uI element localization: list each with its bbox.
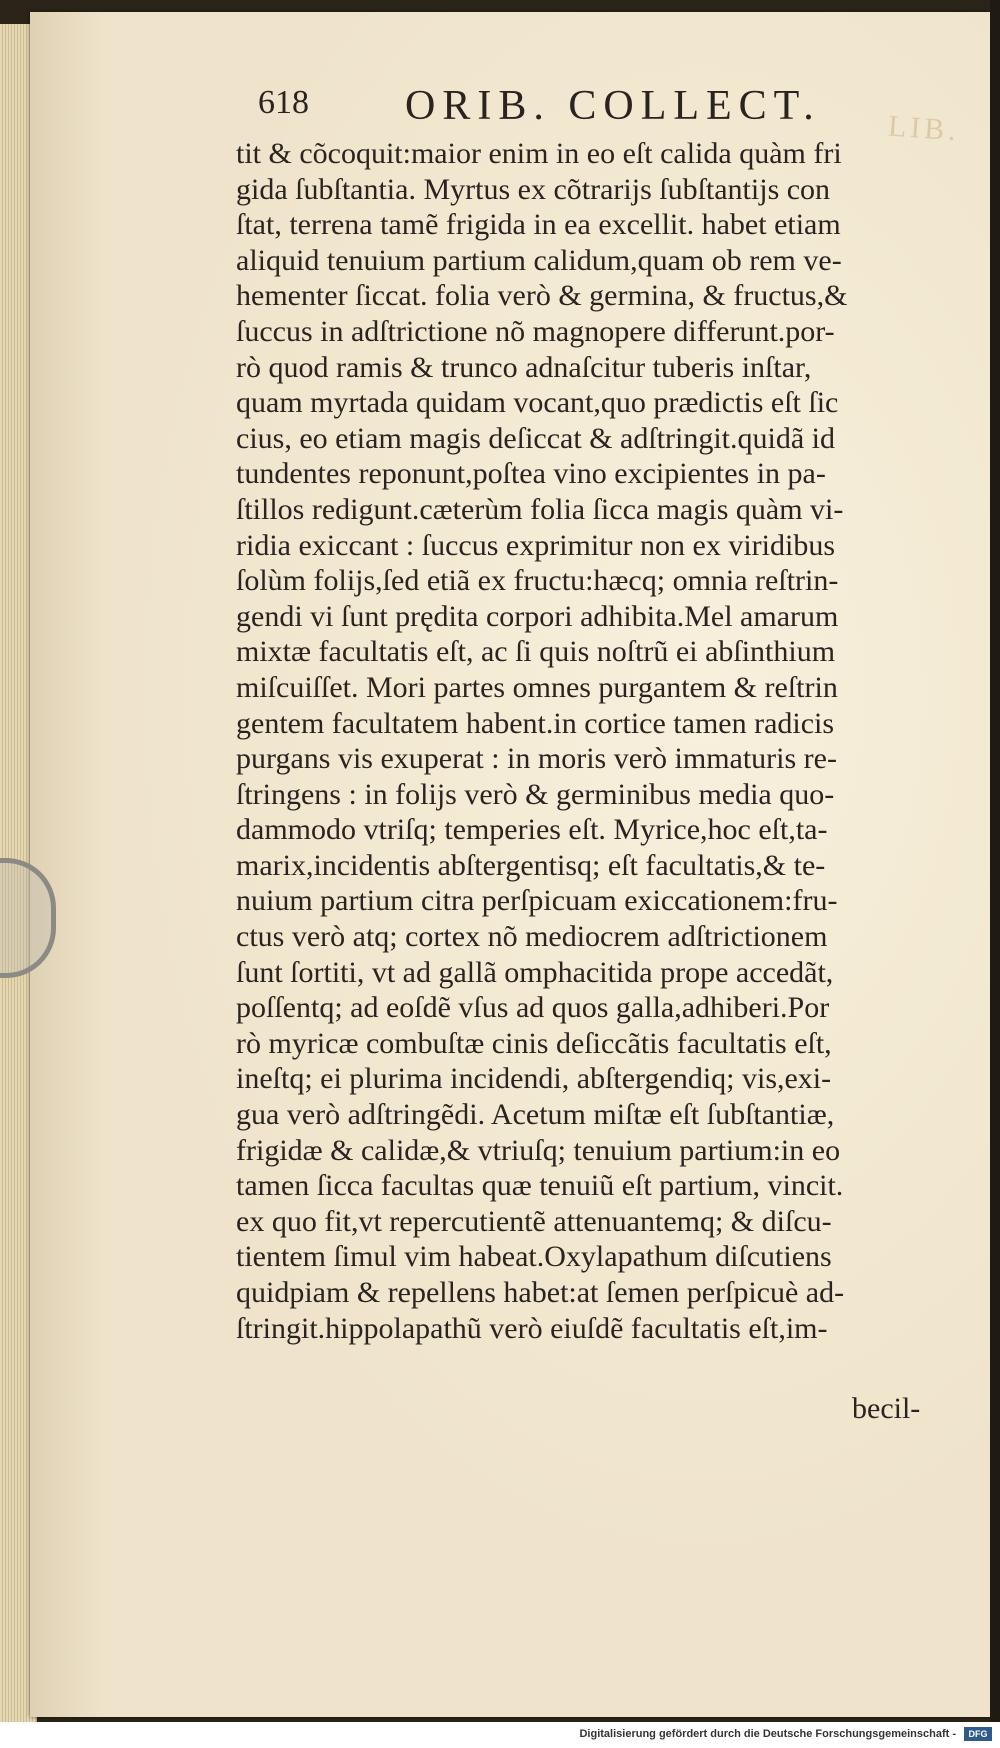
text-line: ſtat, terrena tamẽ frigida in ea excellit. habet etiam <box>236 208 841 242</box>
bleed-through-text: LIB. <box>886 109 961 148</box>
text-line: rò myricæ combuſtæ cinis deſiccãtis facultatis eſt, <box>236 1026 832 1060</box>
text-line: ſtringit.hippolapathũ verò eiuſdẽ facultatis eſt,im- <box>236 1311 828 1345</box>
body-text <box>236 136 956 1346</box>
running-head: ORIB. COLLECT. <box>405 83 821 129</box>
text-line: ineſtq; ei plurima incidendi, abſtergendiq; vis,exi- <box>236 1062 832 1096</box>
text-line: mixtæ facultatis eſt, ac ſi quis noſtrũ ei abſinthium <box>236 635 836 669</box>
text-line: tit & cõcoquit:maior enim in eo eſt calida quàm fri <box>236 137 842 170</box>
catchword: becil- <box>852 1392 921 1425</box>
text-line: ſunt ſortiti, vt ad gallã omphacitida prope accedãt, <box>236 955 834 989</box>
text-line: ctus verò atq; cortex nõ mediocrem adſtrictionem <box>236 920 828 954</box>
text-line: ridia exiccant : ſuccus exprimitur non ex viridibus <box>236 528 836 562</box>
text-line: gendi vi ſunt prędita corpori adhibita.Mel amarum <box>236 599 839 633</box>
text-line: rò quod ramis & trunco adnaſcitur tuberis inſtar, <box>236 350 812 384</box>
text-line: tundentes reponunt,poſtea vino excipientes in pa- <box>236 457 826 491</box>
text-line: gentem facultatem habent.in cortice tamen radicis <box>236 706 835 740</box>
text-line: frigidæ & calidæ,& vtriuſq; tenuium partium:in eo <box>236 1133 841 1167</box>
digitization-credit: Digitalisierung gefördert durch die Deutsche Forschungsgemeinschaft - <box>579 1728 956 1740</box>
text-line: ſolùm folijs,ſed etiã ex fructu:hæcq; omnia reſtrin- <box>236 564 839 598</box>
text-line: poſſentq; ad eoſdẽ vſus ad quos galla,adhiberi.Por <box>236 991 830 1025</box>
text-line: gua verò adſtringẽdi. Acetum miſtæ eſt ſubſtantiæ, <box>236 1098 835 1132</box>
text-line: dammodo vtriſq; temperies eſt. Myrice,hoc eſt,ta- <box>236 813 828 847</box>
text-line: cius, eo etiam magis deſiccat & adſtringit.quidã id <box>236 421 836 455</box>
dfg-logo: DFG <box>964 1727 992 1741</box>
text-line: tientem ſimul vim habeat.Oxylapathum diſcutiens <box>236 1240 832 1274</box>
text-line: quidpiam & repellens habet:at ſemen perſpicuè ad- <box>236 1276 845 1309</box>
text-line: miſcuiſſet. Mori partes omnes purgantem & reſtrin <box>236 670 838 704</box>
text-line: ex quo fit,vt repercutientẽ attenuantemq; & diſcu- <box>236 1204 832 1238</box>
text-line: quam myrtada quidam vocant,quo prædictis eſt ſic <box>236 386 839 420</box>
text-line: purgans vis exuperat : in moris verò immaturis re- <box>236 742 837 776</box>
scanner-edge <box>990 0 1000 1748</box>
text-line: tamen ſicca facultas quæ tenuiũ eſt partium, vincit. <box>236 1169 844 1203</box>
text-line: marix,incidentis abſtergentisq; eſt facultatis,& te- <box>236 848 826 882</box>
text-line: ſtringens : in folijs verò & germinibus media quo- <box>236 777 835 811</box>
text-line: ſuccus in adſtrictione nõ magnopere differunt.por- <box>236 314 835 348</box>
text-line: aliquid tenuium partium calidum,quam ob rem ve- <box>236 243 842 277</box>
text-line: gida ſubſtantia. Myrtus ex cõtrarijs ſubſtantijs con <box>236 172 831 206</box>
text-line: ſtillos redigunt.cæterùm folia ſicca magis quàm vi- <box>236 492 844 526</box>
page-number: 618 <box>258 84 309 121</box>
text-line: hementer ſiccat. folia verò & germina, & fructus,& <box>236 279 848 313</box>
text-line: nuium partium citra perſpicuam exiccationem:fru- <box>236 884 838 918</box>
